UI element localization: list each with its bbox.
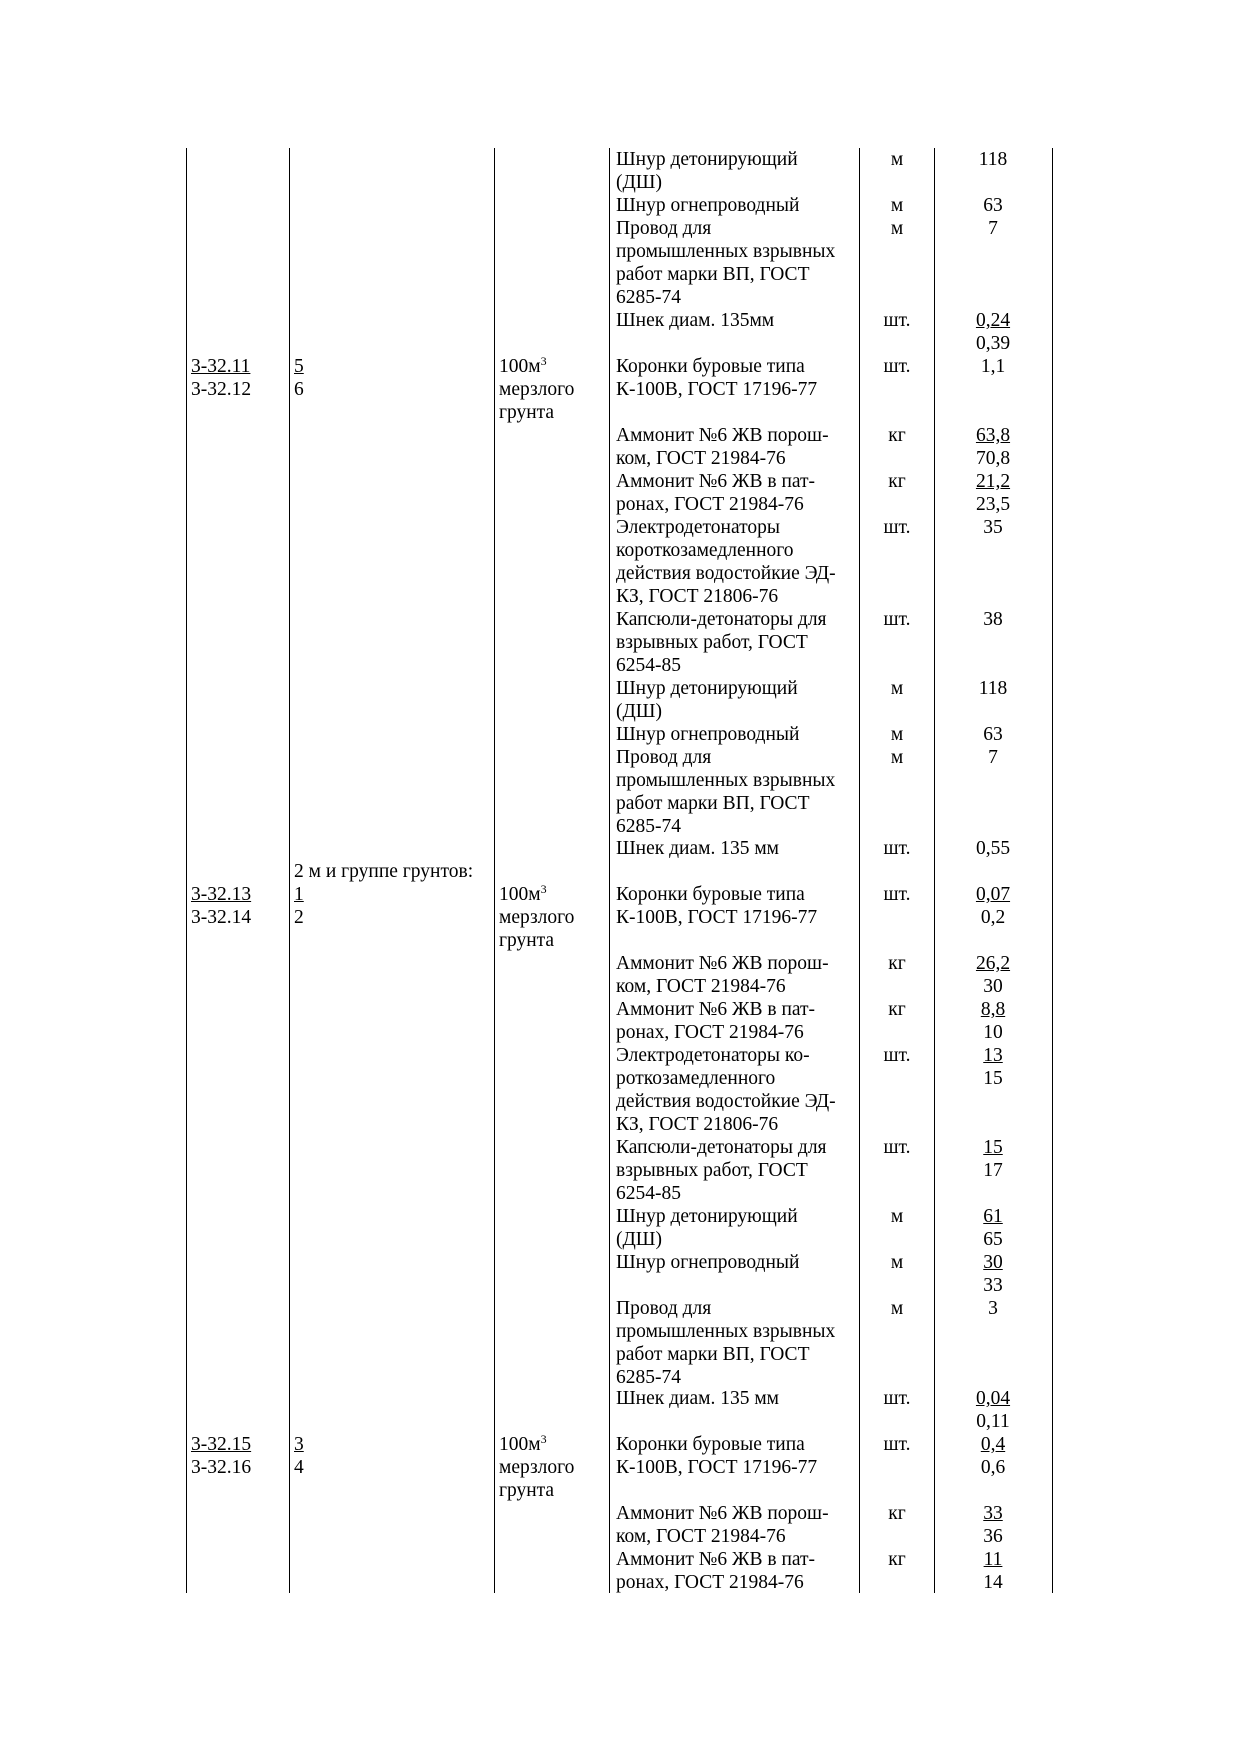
resource-unit: кг — [888, 953, 906, 974]
measure-unit-note: грунта — [499, 1480, 555, 1501]
resource-quantity: 35 — [983, 517, 1003, 538]
resource-name: Аммонит №6 ЖВ порош- ком, ГОСТ 21984-76 — [616, 1503, 829, 1547]
measure-unit: $100м^3$ — [499, 1432, 547, 1455]
depth-group-number: 3 — [294, 1434, 304, 1455]
resource-name: Аммонит №6 ЖВ порош- ком, ГОСТ 21984-76 — [616, 953, 829, 997]
resource-unit: кг — [888, 1549, 906, 1570]
resource-quantity: 118 — [978, 149, 1008, 170]
resource-quantity: 15 17 — [983, 1137, 1003, 1181]
resource-name: Аммонит №6 ЖВ в пат- ронах, ГОСТ 21984-76 — [616, 999, 816, 1043]
resource-name: Шнур детонирующий (ДШ) — [616, 678, 798, 722]
column-divider — [494, 148, 495, 1593]
resource-name: Провод для промышленных взрывных работ марки ВП, ГОСТ 6285-74 — [616, 1298, 836, 1388]
resource-name: Коронки буровые типа К-100В, ГОСТ 17196-77 — [616, 884, 818, 928]
resource-unit: шт. — [883, 517, 911, 538]
measure-unit: $100м^3$ — [499, 354, 547, 377]
resource-unit: шт. — [883, 838, 911, 859]
resource-name: Электродетонаторы ко- роткозамедленного действия водостойкие ЭД- КЗ, ГОСТ 21806-76 — [616, 1045, 836, 1135]
resource-quantity: 0,24 0,39 — [975, 310, 1011, 354]
depth-group-number: 5 — [294, 356, 304, 377]
resource-unit: м — [890, 149, 904, 170]
resource-unit: м — [890, 1252, 904, 1273]
resource-unit: шт. — [883, 609, 911, 630]
resource-quantity: 11 14 — [983, 1549, 1003, 1593]
resource-quantity: 1,1 — [980, 356, 1006, 377]
resource-quantity: 38 — [983, 609, 1003, 630]
measure-unit-note: мерзлого — [499, 907, 575, 928]
resource-name: Аммонит №6 ЖВ в пат- ронах, ГОСТ 21984-76 — [616, 1549, 816, 1593]
resource-unit: м — [890, 1206, 904, 1227]
resource-quantity: 13 15 — [983, 1045, 1003, 1089]
depth-group-number: 2 — [294, 907, 304, 928]
resource-name: Шнек диам. 135 мм — [616, 1388, 780, 1409]
resource-unit: м — [890, 1298, 904, 1319]
resource-name: Шнур огнепроводный — [616, 1252, 800, 1273]
resource-quantity: 0,07 0,2 — [975, 884, 1011, 928]
resource-quantity: 63 — [983, 724, 1003, 745]
measure-unit-note: мерзлого — [499, 1457, 575, 1478]
resource-name: Шнур детонирующий (ДШ) — [616, 149, 798, 193]
resource-unit: шт. — [883, 1137, 911, 1158]
resource-quantity: 0,04 0,11 — [975, 1388, 1011, 1432]
resource-name: Провод для промышленных взрывных работ марки ВП, ГОСТ 6285-74 — [616, 747, 836, 837]
measure-unit-note: грунта — [499, 930, 555, 951]
resource-name: Шнур огнепроводный — [616, 724, 800, 745]
resource-quantity: 7 — [988, 747, 998, 768]
norm-code: 3-32.13 — [191, 884, 252, 905]
depth-group-number: 4 — [294, 1457, 304, 1478]
norm-code: 3-32.16 — [191, 1457, 252, 1478]
resource-quantity: 33 36 — [983, 1503, 1003, 1547]
resource-unit: шт. — [883, 310, 911, 331]
norm-code: 3-32.12 — [191, 379, 252, 400]
resource-name: Аммонит №6 ЖВ в пат- ронах, ГОСТ 21984-76 — [616, 471, 816, 515]
depth-group-number: 1 — [294, 884, 304, 905]
measure-unit-note: грунта — [499, 402, 555, 423]
table-border-right — [1052, 148, 1053, 1593]
resource-unit: м — [890, 724, 904, 745]
resource-quantity: 63,8 70,8 — [975, 425, 1011, 469]
resource-name: Провод для промышленных взрывных работ марки ВП, ГОСТ 6285-74 — [616, 218, 836, 308]
resource-name: Шнек диам. 135 мм — [616, 838, 780, 859]
resource-unit: шт. — [883, 1045, 911, 1066]
measure-unit: $100м^3$ — [499, 882, 547, 905]
resource-unit: м — [890, 747, 904, 768]
resource-unit: шт. — [883, 356, 911, 377]
column-divider — [289, 148, 290, 1593]
depth-group-number: 6 — [294, 379, 304, 400]
resource-name: Капсюли-детонаторы для взрывных работ, ГОСТ 6254-85 — [616, 609, 827, 676]
resource-name: Электродетонаторы короткозамедленного действия водостойкие ЭД- КЗ, ГОСТ 21806-76 — [616, 517, 836, 607]
resource-name: Коронки буровые типа К-100В, ГОСТ 17196-77 — [616, 1434, 818, 1478]
norm-code: 3-32.11 — [191, 356, 251, 377]
resource-unit: кг — [888, 425, 906, 446]
group-heading: 2 м и группе грунтов: — [294, 861, 474, 882]
norm-code: 3-32.14 — [191, 907, 252, 928]
resource-quantity: 8,8 10 — [980, 999, 1006, 1043]
norm-code: 3-32.15 — [191, 1434, 252, 1455]
resource-quantity: 26,2 30 — [975, 953, 1011, 997]
resource-name: Шнур детонирующий (ДШ) — [616, 1206, 798, 1250]
measure-unit-note: мерзлого — [499, 379, 575, 400]
resource-quantity: 7 — [988, 218, 998, 239]
resource-name: Шнек диам. 135мм — [616, 310, 775, 331]
resource-unit: шт. — [883, 884, 911, 905]
resource-unit: кг — [888, 471, 906, 492]
resource-unit: шт. — [883, 1434, 911, 1455]
resource-quantity: 30 33 — [983, 1252, 1003, 1296]
resource-unit: шт. — [883, 1388, 911, 1409]
resource-name: Шнур огнепроводный — [616, 195, 800, 216]
resource-quantity: 0,55 — [975, 838, 1011, 859]
resource-unit: кг — [888, 999, 906, 1020]
resource-quantity: 118 — [978, 678, 1008, 699]
resource-quantity: 21,2 23,5 — [975, 471, 1011, 515]
resource-unit: м — [890, 678, 904, 699]
table-border-left — [186, 148, 187, 1593]
resource-unit: кг — [888, 1503, 906, 1524]
resource-quantity: 3 — [988, 1298, 998, 1319]
column-divider — [859, 148, 860, 1593]
resource-name: Капсюли-детонаторы для взрывных работ, ГОСТ 6254-85 — [616, 1137, 827, 1204]
resource-name: Аммонит №6 ЖВ порош- ком, ГОСТ 21984-76 — [616, 425, 829, 469]
resource-name: Коронки буровые типа К-100В, ГОСТ 17196-77 — [616, 356, 818, 400]
resource-quantity: 63 — [983, 195, 1003, 216]
resource-quantity: 61 65 — [983, 1206, 1003, 1250]
resource-unit: м — [890, 218, 904, 239]
column-divider — [609, 148, 610, 1593]
resource-quantity: 0,4 0,6 — [980, 1434, 1006, 1478]
resource-unit: м — [890, 195, 904, 216]
